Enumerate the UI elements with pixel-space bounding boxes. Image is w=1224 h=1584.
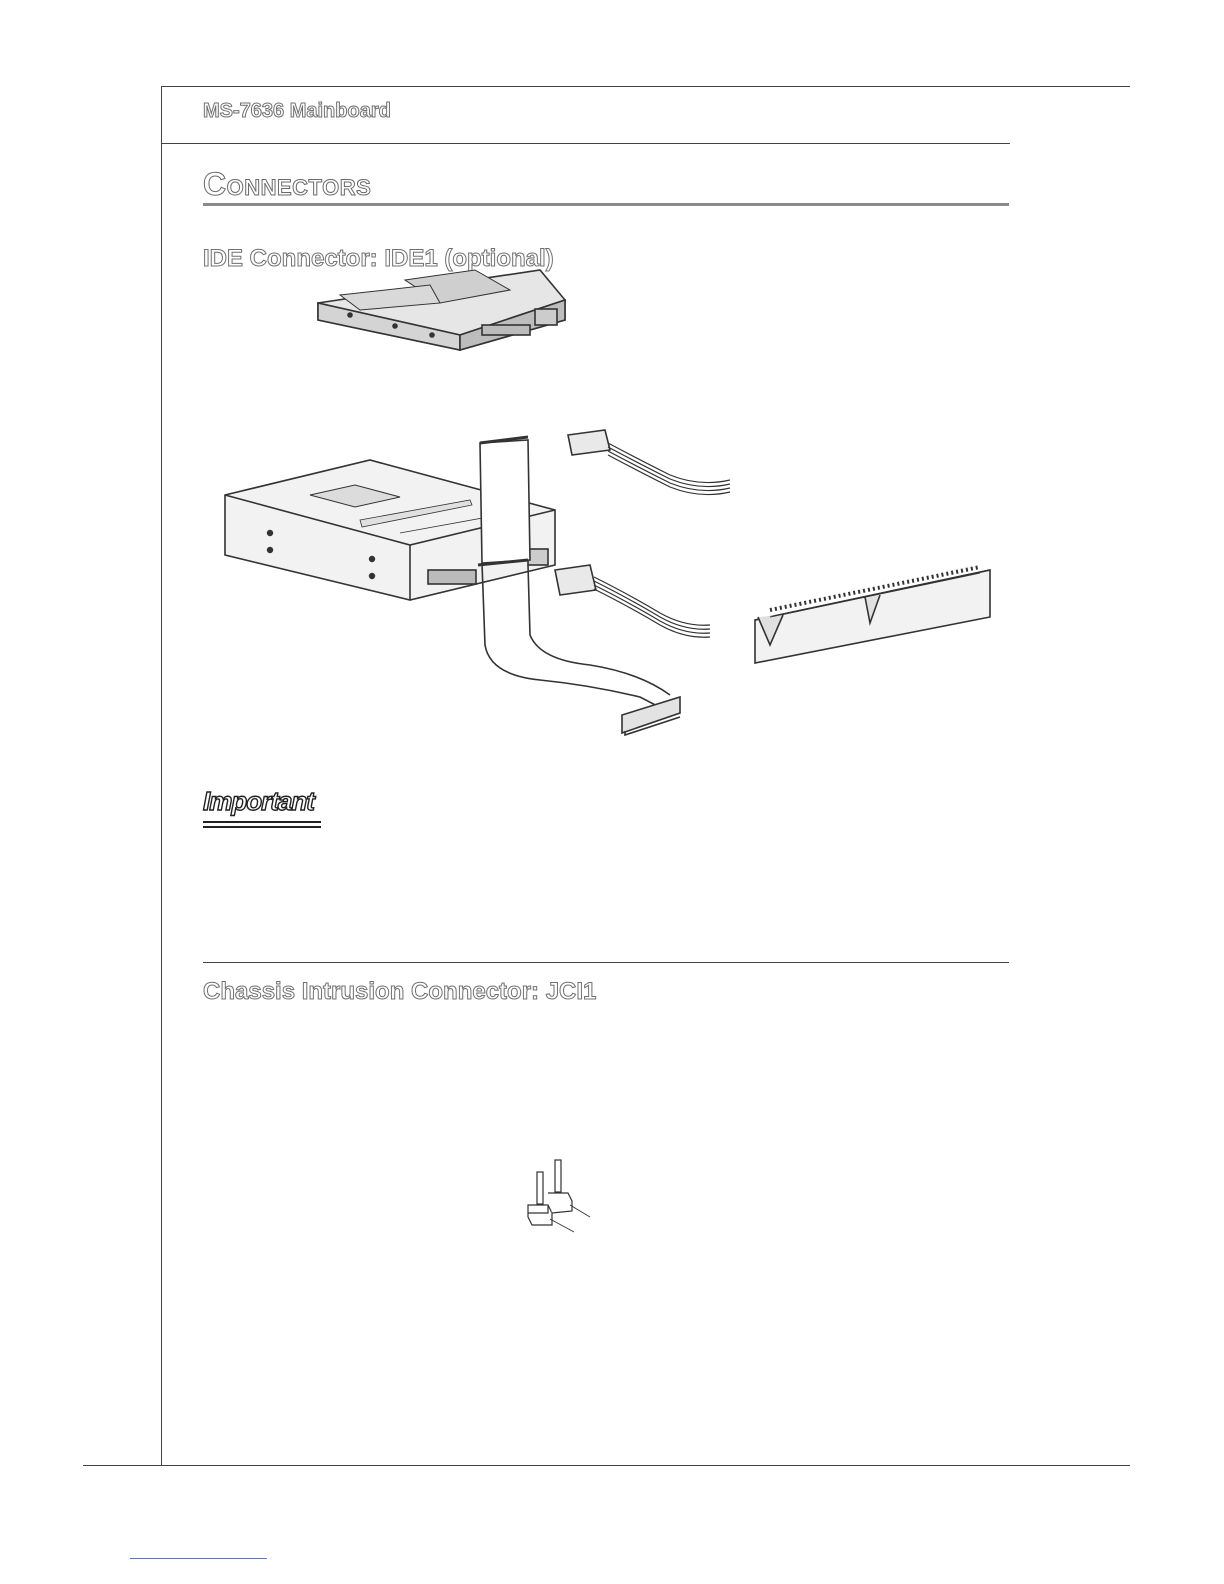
running-header: MS-7636 Mainboard: [203, 100, 391, 122]
section-title-initial: C: [203, 166, 227, 202]
footer-link-underline[interactable]: [130, 1558, 267, 1559]
important-label: Important: [203, 786, 314, 816]
page-frame-left-rule: [161, 86, 162, 1466]
jci1-pin-header-illustration: [520, 1155, 600, 1235]
important-underline-2: [203, 826, 321, 828]
ide-drive-illustration: [210, 265, 1010, 745]
chassis-intrusion-heading: Chassis Intrusion Connector: JCI1: [203, 978, 597, 1005]
important-underline-1: [203, 821, 321, 823]
page-frame-top-rule: [161, 86, 1130, 87]
header-rule: [161, 143, 1010, 144]
section-title: [203, 166, 371, 203]
section-divider: [203, 962, 1009, 963]
section-title-rest: ONNECTORS: [226, 175, 372, 200]
page-frame-bottom-rule: [83, 1465, 1130, 1466]
ide-connector-heading: IDE Connector: IDE1 (optional): [203, 245, 554, 272]
section-title-rule: [203, 203, 1009, 206]
